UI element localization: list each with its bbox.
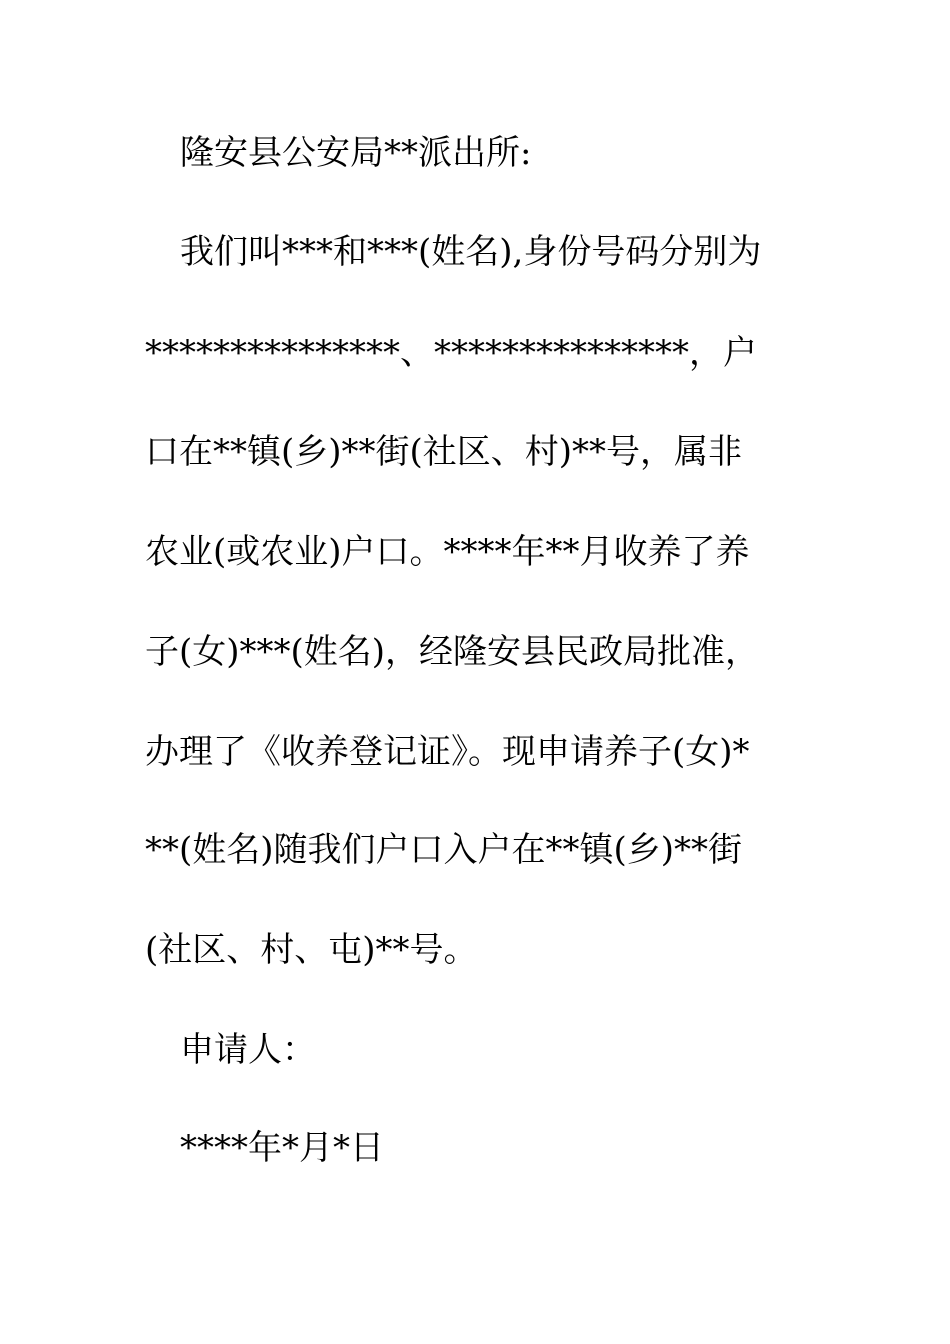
salutation: 隆安县公安局**派出所: [180, 133, 532, 173]
date-line: ****年*月*日 [180, 1128, 384, 1168]
body-line: **(姓名)随我们户口入户在**镇(乡)**街 [145, 830, 743, 870]
body-line: ***************、***************，户 [145, 333, 757, 373]
body-line: (社区、村、屯)**号。 [145, 930, 478, 970]
body-line: 我们叫***和***(姓名),身份号码分别为 [180, 232, 762, 272]
applicant-label: 申请人： [180, 1030, 316, 1070]
body-line: 口在**镇(乡)**街(社区、村)**号，属非 [145, 432, 743, 472]
body-line: 办理了《收养登记证》。现申请养子(女)* [145, 732, 750, 772]
body-line: 子(女)***(姓名)，经隆安县民政局批准， [145, 632, 760, 672]
body-line: 农业(或农业)户口。****年**月收养了养 [145, 532, 750, 572]
